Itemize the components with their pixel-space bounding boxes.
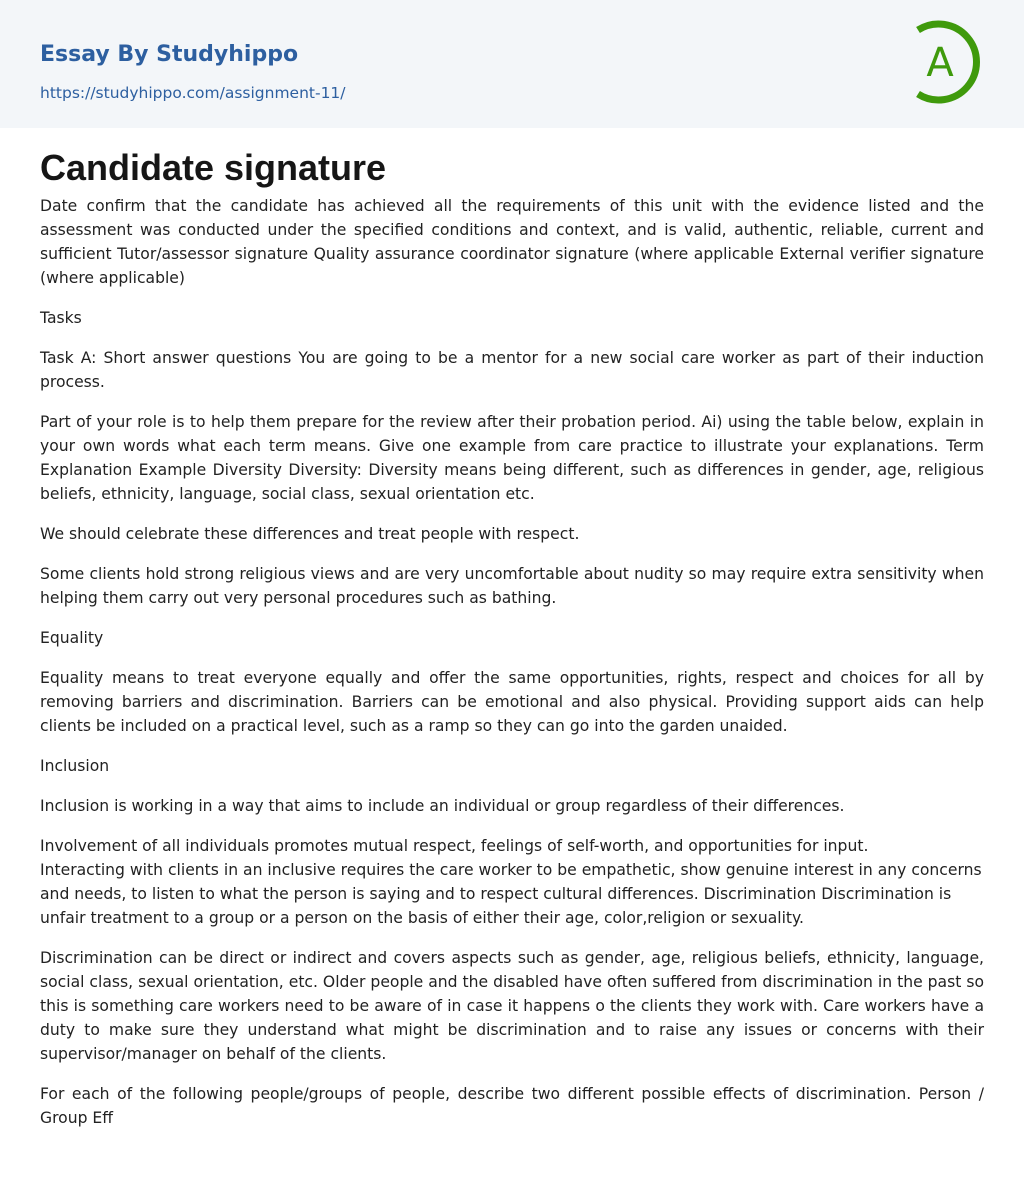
paragraph: Task A: Short answer questions You are going to be a mentor for a new social care worker as part of their induction process. <box>40 349 984 391</box>
site-header <box>0 0 1024 128</box>
paragraph-line: Involvement of all individuals promotes mutual respect, feelings of self-worth, and opportunities for input. <box>40 837 869 855</box>
section-heading: Inclusion <box>40 757 110 775</box>
paragraph: Discrimination can be direct or indirect and covers aspects such as gender, age, religious beliefs, ethnicity, language, social class, sexual orientation, etc. Older people and the disabled have often suffered from discrimination in the past so this is something care workers need to be aware of in case it happens o the clients they work with. Care workers have a duty to make sure they understand what might be discrimination and to raise any issues or concerns with their supervisor/manager on behalf of the clients. <box>40 949 984 1063</box>
section-heading: Tasks <box>40 309 82 327</box>
paragraph: Date confirm that the candidate has achieved all the requirements of this unit with the evidence listed and the assessment was conducted under the specified conditions and context, and is valid, authentic, reliable, current and sufficient Tutor/assessor signature Quality assurance coordinator signature (where applicable External verifier signature (where applicable) <box>40 197 984 287</box>
paragraph: For each of the following people/groups of people, describe two different possible effects of discrimination. Person / Group Eff <box>40 1085 984 1127</box>
paragraph: Inclusion is working in a way that aims to include an individual or group regardless of their differences. <box>40 797 845 815</box>
paragraph: Some clients hold strong religious views and are very uncomfortable about nudity so may require extra sensitivity when helping them carry out very personal procedures such as bathing. <box>40 565 984 607</box>
brand-title: Essay By Studyhippo <box>40 42 299 67</box>
paragraph-line: Interacting with clients in an inclusive requires the care worker to be empathetic, show genuine interest in any concerns and needs, to listen to what the person is saying and to respect cultural differences. Discrimination Discrimination is unfair treatment to a group or a person on the basis of either their age, color,religion or sexuality. <box>40 861 982 927</box>
source-link[interactable]: https://studyhippo.com/assignment-11/ <box>40 84 346 102</box>
paragraph: Part of your role is to help them prepare for the review after their probation period. Ai) using the table below, explain in your own words what each term means. Give one example from care practice to illustrate your explanations. Term Explanation Example Diversity Diversity: Diversity means being different, such as differences in gender, age, religious beliefs, ethnicity, language, social class, sexual orientation etc. <box>40 413 984 503</box>
paragraph <box>40 834 984 930</box>
page-title: Candidate signature <box>40 147 387 188</box>
logo-icon <box>912 18 988 106</box>
logo-letter: A <box>926 40 954 86</box>
essay-content <box>0 146 1024 1186</box>
paragraph: We should celebrate these differences and treat people with respect. <box>40 525 580 543</box>
section-heading: Equality <box>40 629 104 647</box>
paragraph: Equality means to treat everyone equally and offer the same opportunities, rights, respect and choices for all by removing barriers and discrimination. Barriers can be emotional and also physical. Providing support aids can help clients be included on a practical level, such as a ramp so they can go into the garden unaided. <box>40 669 984 735</box>
